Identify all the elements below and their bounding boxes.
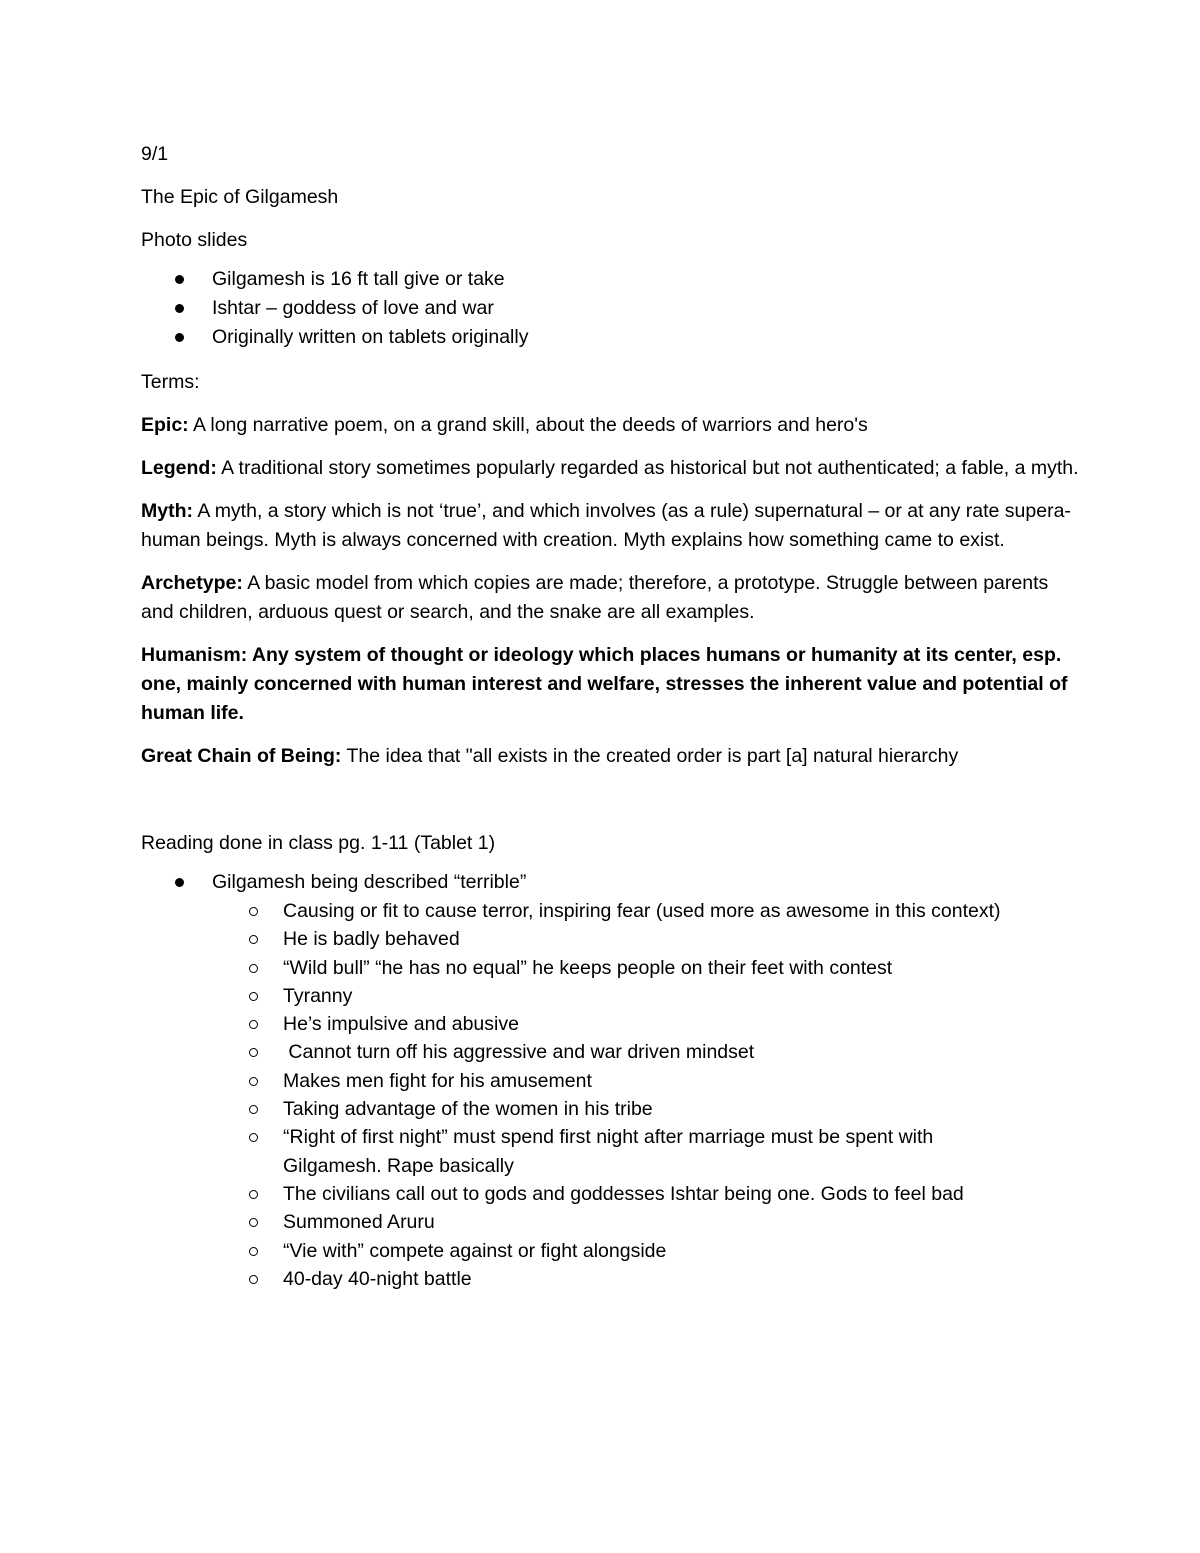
term-label: Legend: — [141, 457, 217, 479]
term-definition: A basic model from which copies are made; therefore, a prototype. Struggle between parents and children, arduous quest or search, and the snake are all examples. — [141, 572, 1049, 623]
circle-bullet-icon — [249, 907, 258, 916]
circle-bullet-icon — [249, 1020, 258, 1029]
term-archetype — [141, 569, 1081, 627]
reading-list — [141, 868, 1081, 897]
list-item: Makes men fight for his amusement — [141, 1067, 1081, 1095]
term-label: Epic: — [141, 414, 189, 436]
list-item: “Vie with” compete against or fight alongside — [141, 1237, 1081, 1265]
list-item: Ishtar – goddess of love and war — [141, 294, 1081, 323]
document-body — [141, 140, 1081, 1293]
term-epic — [141, 411, 1081, 440]
term-legend — [141, 454, 1081, 483]
term-myth — [141, 497, 1081, 555]
circle-bullet-icon — [249, 992, 258, 1001]
bullet-icon — [175, 333, 184, 342]
bullet-icon — [175, 878, 184, 887]
reading-sub-list — [141, 897, 1081, 1293]
circle-bullet-icon — [249, 935, 258, 944]
photo-slides-list — [141, 265, 1081, 352]
circle-bullet-icon — [249, 964, 258, 973]
list-item: The civilians call out to gods and goddesses Ishtar being one. Gods to feel bad — [141, 1180, 1081, 1208]
list-item: Tyranny — [141, 982, 1081, 1010]
reading-heading: Reading done in class pg. 1-11 (Tablet 1) — [141, 832, 496, 854]
list-item: He’s impulsive and abusive — [141, 1010, 1081, 1038]
photo-slides-heading: Photo slides — [141, 229, 248, 251]
spacer — [141, 785, 1081, 829]
circle-bullet-icon — [249, 1218, 258, 1227]
term-label: Humanism: — [141, 644, 248, 666]
list-item: Taking advantage of the women in his tribe — [141, 1095, 1081, 1123]
term-label: Great Chain of Being: — [141, 745, 342, 767]
list-item: He is badly behaved — [141, 925, 1081, 953]
term-definition: A myth, a story which is not ‘true’, and which involves (as a rule) supernatural – or at any rate supera-human beings. Myth is always concerned with creation. Myth explains how something came to exist. — [141, 500, 1071, 551]
circle-bullet-icon — [249, 1048, 258, 1057]
term-humanism — [141, 641, 1081, 728]
circle-bullet-icon — [249, 1275, 258, 1284]
term-definition: The idea that "all exists in the created order is part [a] natural hierarchy — [341, 745, 959, 767]
bullet-icon — [175, 304, 184, 313]
list-item: Gilgamesh being described “terrible” — [141, 868, 1081, 897]
list-item: “Right of first night” must spend first night after marriage must be spent with Gilgamesh. Rape basically — [141, 1123, 1081, 1180]
bullet-icon — [175, 275, 184, 284]
term-label: Archetype: — [141, 572, 243, 594]
circle-bullet-icon — [249, 1247, 258, 1256]
term-label: Myth: — [141, 500, 193, 522]
list-item: Cannot turn off his aggressive and war driven mindset — [141, 1038, 1081, 1066]
circle-bullet-icon — [249, 1077, 258, 1086]
term-definition: Any system of thought or ideology which places humans or humanity at its center, esp. one, mainly concerned with human interest and welfare, stresses the inherent value and potential of human life. — [141, 644, 1068, 724]
terms-heading: Terms: — [141, 371, 200, 393]
list-item: Gilgamesh is 16 ft tall give or take — [141, 265, 1081, 294]
document-title: The Epic of Gilgamesh — [141, 186, 339, 208]
list-item: 40-day 40-night battle — [141, 1265, 1081, 1293]
term-definition: A traditional story sometimes popularly regarded as historical but not authenticated; a fable, a myth. — [216, 457, 1079, 479]
list-item: Summoned Aruru — [141, 1208, 1081, 1236]
term-great-chain-of-being — [141, 742, 1081, 771]
term-definition: A long narrative poem, on a grand skill, about the deeds of warriors and hero's — [188, 414, 868, 436]
circle-bullet-icon — [249, 1105, 258, 1114]
circle-bullet-icon — [249, 1133, 258, 1142]
list-item: “Wild bull” “he has no equal” he keeps people on their feet with contest — [141, 954, 1081, 982]
circle-bullet-icon — [249, 1190, 258, 1199]
list-item: Originally written on tablets originally — [141, 323, 1081, 352]
date-line: 9/1 — [141, 143, 169, 165]
list-item: Causing or fit to cause terror, inspiring fear (used more as awesome in this context) — [141, 897, 1081, 925]
